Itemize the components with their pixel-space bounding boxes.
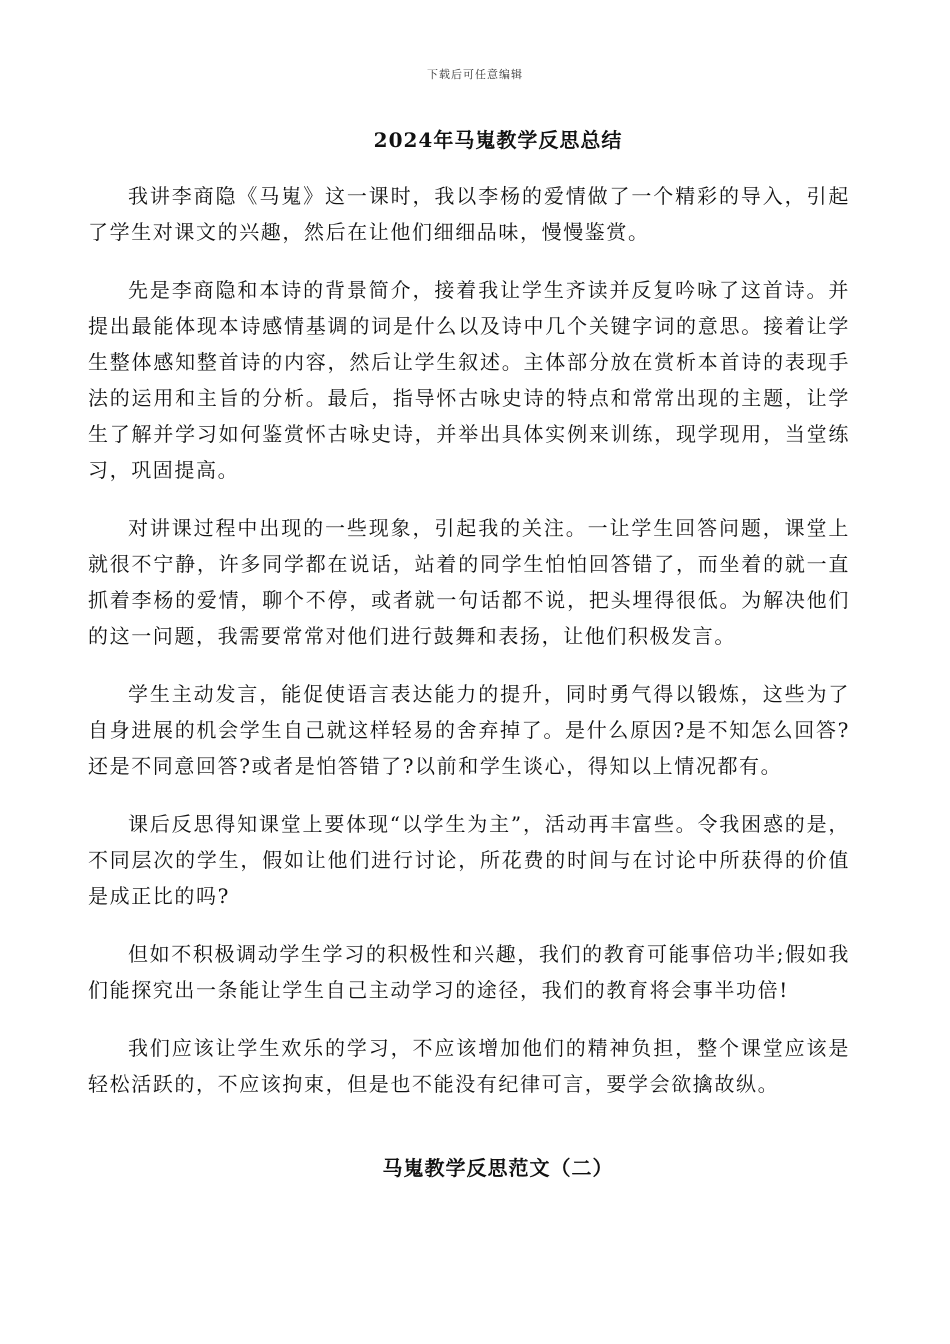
paragraph: 但如不积极调动学生学习的积极性和兴趣，我们的教育可能事倍功半;假如我们能探究出一条能让学生自己主动学习的途径，我们的教育将会事半功倍! — [88, 942, 850, 1002]
section-title: 马嵬教学反思范文（二） — [382, 1156, 614, 1180]
paragraph: 先是李商隐和本诗的背景简介，接着我让学生齐读并反复吟咏了这首诗。并提出最能体现本诗感情基调的词是什么以及诗中几个关键字词的意思。接着让学生整体感知整首诗的内容，然后让学生叙述。主体部分放在赏析本首诗的表现手法的运用和主旨的分析。最后，指导怀古咏史诗的特点和常常出现的主题，让学生了解并学习如何鉴赏怀古咏史诗，并举出具体实例来训练，现学现用，当堂练习，巩固提高。 — [88, 278, 850, 482]
paragraph: 课后反思得知课堂上要体现“以学生为主”，活动再丰富些。令我困惑的是，不同层次的学生，假如让他们进行讨论，所花费的时间与在讨论中所获得的价值是成正比的吗? — [88, 812, 850, 908]
paragraph: 对讲课过程中出现的一些现象，引起我的关注。一让学生回答问题，课堂上就很不宁静，许多同学都在说话，站着的同学生怕怕回答错了，而坐着的就一直抓着李杨的爱情，聊个不停，或者就一句话都不说，把头埋得很低。为解决他们的这一问题，我需要常常对他们进行鼓舞和表扬，让他们积极发言。 — [88, 516, 850, 648]
document-body — [88, 178, 850, 1124]
header-note: 下载后可任意编辑 — [427, 68, 523, 81]
paragraph: 我讲李商隐《马嵬》这一课时，我以李杨的爱情做了一个精彩的导入，引起了学生对课文的兴趣，然后在让他们细细品味，慢慢鉴赏。 — [88, 184, 850, 244]
paragraph: 学生主动发言，能促使语言表达能力的提升，同时勇气得以锻炼，这些为了自身进展的机会学生自己就这样轻易的舍弃掉了。是什么原因?是不知怎么回答?还是不同意回答?或者是怕答错了?以前和学生谈心，得知以上情况都有。 — [88, 682, 850, 778]
paragraph: 我们应该让学生欢乐的学习，不应该增加他们的精神负担，整个课堂应该是轻松活跃的，不应该拘束，但是也不能没有纪律可言，要学会欲擒故纵。 — [88, 1036, 850, 1096]
document-title: 2024年马嵬教学反思总结 — [373, 128, 623, 152]
